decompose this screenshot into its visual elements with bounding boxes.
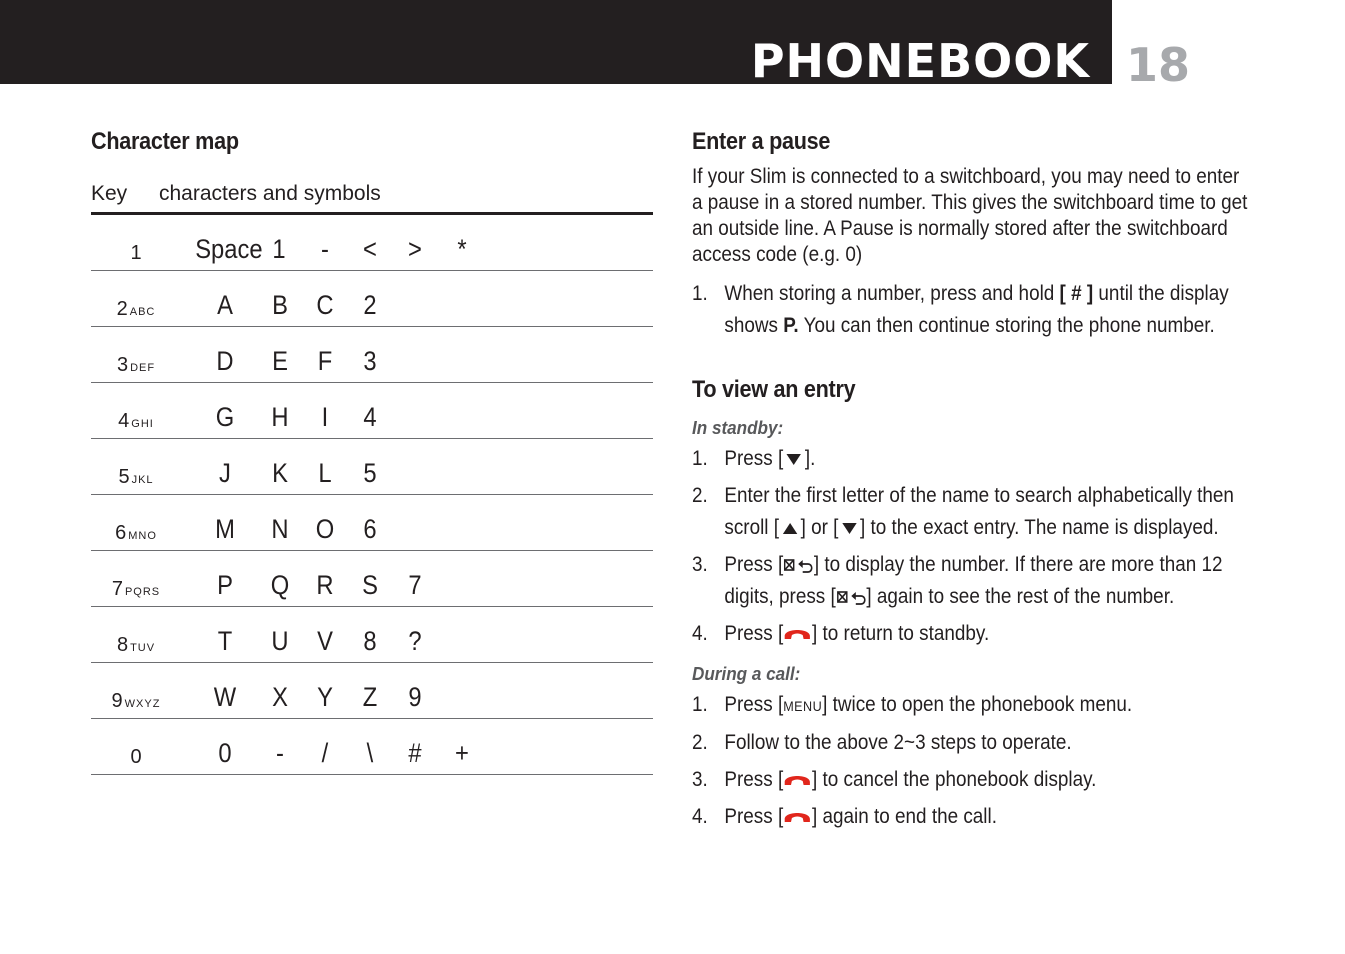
key-digit: 4 [118, 410, 130, 432]
char-symbol: E [272, 346, 288, 376]
pause-heading: Enter a pause [692, 128, 831, 155]
key-letters: DEF [130, 362, 156, 374]
step-text: ] again to see the rest of the number. [866, 585, 1175, 608]
step-number: 4. [692, 622, 708, 645]
key-digit: 8 [116, 634, 129, 656]
char-symbol: L [318, 458, 332, 488]
step-text: ] to cancel the phonebook display. [812, 768, 1097, 791]
char-symbol: O [315, 514, 335, 544]
key-letters: JKL [131, 474, 154, 486]
step-text: When storing a number, press and hold [724, 282, 1055, 305]
step-text: Press [ [724, 693, 784, 716]
char-map-row [91, 607, 653, 663]
step-number: 1. [692, 693, 708, 716]
char-map-row [91, 383, 653, 439]
char-symbol: C [316, 290, 334, 320]
call-steps [692, 689, 1252, 833]
down-arrow-icon [842, 523, 856, 534]
key-letters: GHI [131, 418, 154, 430]
char-symbol: D [216, 346, 234, 376]
char-symbol: - [321, 234, 329, 264]
char-symbol: J [219, 458, 231, 488]
keypad-key-2 [105, 291, 167, 322]
char-symbol: ? [408, 626, 422, 656]
down-arrow-icon [787, 454, 801, 465]
step-text: ] to the exact entry. The name is displayed. [860, 516, 1219, 539]
step-number: 1. [692, 282, 708, 305]
keypad-key-4 [105, 403, 167, 434]
end-call-icon [783, 626, 812, 642]
char-symbol: / [321, 738, 329, 768]
char-map-row [91, 271, 653, 327]
step-text: ] to return to standby. [812, 622, 990, 645]
chars-column-header: characters and symbols [159, 182, 381, 205]
keypad-key-5 [105, 459, 167, 490]
char-symbol: 8 [363, 626, 377, 656]
char-symbol: U [271, 626, 289, 656]
step-text: ] to display the number. If there are more than 12 digits, press [ [724, 553, 1223, 608]
end-call-icon [783, 772, 812, 788]
step-text: Press [ [724, 768, 784, 791]
char-symbol: 5 [363, 458, 377, 488]
char-symbol: M [215, 514, 235, 544]
ok-back-icon [783, 556, 814, 574]
keypad-key-3 [105, 347, 167, 378]
key-letters: TUV [130, 642, 156, 654]
ok-back-icon [836, 588, 867, 606]
key-digit: 9 [111, 690, 123, 712]
step-text: You can then continue storing the phone number. [803, 314, 1215, 337]
keypad-key-7 [105, 571, 167, 602]
char-symbol: S [362, 570, 378, 600]
menu-key-label: MENU [783, 698, 823, 714]
key-letters: ABC [129, 306, 156, 318]
call-step-4 [692, 801, 1273, 833]
up-arrow-icon [783, 523, 797, 534]
step-number: 4. [692, 805, 708, 828]
step-text: until the display shows [724, 282, 1229, 337]
char-symbol: Y [317, 682, 333, 712]
key-digit: 2 [116, 298, 128, 320]
standby-label: In standby: [692, 418, 784, 438]
char-symbol: * [457, 234, 467, 264]
char-symbol: 0 [218, 738, 232, 768]
view-entry-heading: To view an entry [692, 376, 856, 403]
char-symbol: R [316, 570, 334, 600]
char-map-row [91, 663, 653, 719]
char-symbol: < [363, 234, 377, 264]
step-number: 3. [692, 553, 708, 576]
key-digit: 6 [115, 522, 127, 544]
char-symbol: B [272, 290, 288, 320]
char-symbol: 6 [363, 514, 377, 544]
pause-steps [692, 278, 1252, 342]
char-symbol: I [321, 402, 329, 432]
during-call-label: During a call: [692, 664, 801, 684]
step-text: ] or [ [800, 516, 839, 539]
char-symbol: > [408, 234, 422, 264]
call-step-3 [692, 764, 1273, 796]
char-map-row [91, 327, 653, 383]
char-symbol: 4 [363, 402, 377, 432]
step-number: 2. [692, 484, 708, 507]
char-symbol: P [217, 570, 233, 600]
keypad-key-0 [105, 739, 167, 770]
key-digit: 5 [118, 466, 130, 488]
character-map-table [91, 215, 653, 775]
char-symbol: Z [362, 682, 378, 712]
char-symbol: 2 [363, 290, 377, 320]
standby-steps [692, 443, 1252, 650]
char-symbol: Q [270, 570, 290, 600]
key-letters: PQRS [124, 586, 161, 598]
char-symbol: 9 [408, 682, 422, 712]
char-symbol: H [271, 402, 289, 432]
step-number: 1. [692, 447, 708, 470]
header-bar [0, 0, 1112, 88]
step-number: 2. [692, 731, 708, 754]
step-text: Follow to the above 2~3 steps to operate. [724, 731, 1072, 754]
char-map-row [91, 551, 653, 607]
end-call-icon [783, 809, 812, 825]
instructions-section [692, 128, 1252, 838]
pause-symbol: P. [783, 314, 799, 337]
page-number: 18 [1126, 38, 1191, 92]
char-symbol: A [217, 290, 233, 320]
key-digit: 1 [130, 242, 142, 264]
char-symbol: V [317, 626, 333, 656]
char-symbol: T [217, 626, 233, 656]
keypad-key-1 [105, 235, 167, 266]
step-text: ]. [804, 447, 816, 470]
step-text: ] again to end the call. [812, 805, 997, 828]
pause-body: If your Slim is connected to a switchboard, you may need to enter a pause in a stored number. This gives the switchboard time to get an outside line. A Pause is normally stored after the switchboard access code (e.g. 0) [692, 165, 1248, 266]
char-symbol: W [213, 682, 237, 712]
char-symbol: K [272, 458, 288, 488]
char-symbol: 1 [272, 234, 286, 264]
step-number: 3. [692, 768, 708, 791]
char-symbol: \ [366, 738, 374, 768]
page-title: PHONEBOOK [750, 34, 1090, 88]
key-digit: 3 [116, 354, 129, 376]
char-symbol: 3 [363, 346, 377, 376]
hash-key: [ # ] [1059, 282, 1094, 305]
step-text: Press [ [724, 805, 784, 828]
char-symbol: 7 [408, 570, 422, 600]
character-map-heading: Character map [91, 128, 239, 155]
key-digit: 7 [111, 578, 123, 600]
call-step-1 [692, 689, 1273, 722]
char-symbol: N [271, 514, 289, 544]
char-symbol: # [408, 738, 422, 768]
char-symbol: - [276, 738, 284, 768]
key-letters: MNO [128, 530, 157, 542]
pause-step-1 [692, 278, 1273, 342]
keypad-key-9 [105, 683, 167, 714]
char-symbol: F [317, 346, 333, 376]
step-text: Press [ [724, 447, 784, 470]
char-symbol: Space [195, 234, 263, 264]
char-symbol: G [215, 402, 235, 432]
key-digit: 0 [130, 746, 142, 768]
standby-step-3 [692, 549, 1273, 613]
step-text: Press [ [724, 553, 784, 576]
key-column-header: Key [91, 182, 128, 205]
char-map-row [91, 215, 653, 271]
char-map-row [91, 719, 653, 775]
standby-step-4 [692, 618, 1273, 650]
keypad-key-8 [105, 627, 167, 658]
call-step-2 [692, 727, 1273, 759]
step-text: Enter the first letter of the name to search alphabetically then scroll [ [724, 484, 1234, 539]
char-symbol: + [455, 738, 469, 768]
keypad-key-6 [105, 515, 167, 546]
char-map-row [91, 495, 653, 551]
char-symbol: X [272, 682, 288, 712]
step-text: Press [ [724, 622, 784, 645]
character-map-header [91, 182, 653, 215]
standby-step-2 [692, 480, 1273, 544]
standby-step-1 [692, 443, 1273, 475]
char-map-row [91, 439, 653, 495]
character-map-section [91, 128, 653, 775]
key-letters: WXYZ [124, 698, 161, 710]
step-text: ] twice to open the phonebook menu. [822, 693, 1133, 716]
